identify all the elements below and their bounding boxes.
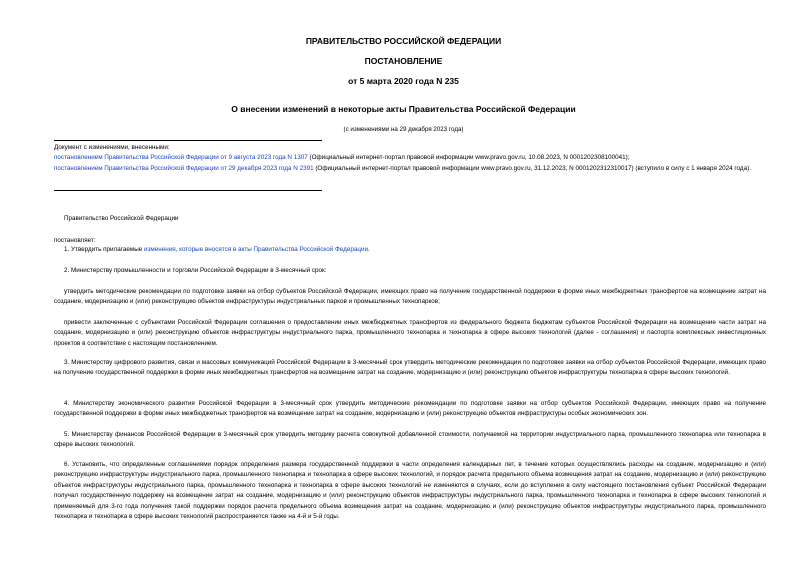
paragraph-3: 3. Министерству цифрового развития, связи и массовых коммуникаций Российской Федерации в 3-месячный срок утвердить методические рекомендации по подготовке заявки на отбор субъектов Российской Федерации, имеющих право на получение государственной поддержки в форме иных межбюджетных трансфертов на возмещение затрат на создание, модернизацию и (или) реконструкцию объектов инфраструктуры технопарка в сфере высоких технологий. <box>54 359 766 377</box>
paragraph-1-text: 1. Утвердить прилагаемые <box>64 246 144 253</box>
paragraph-1-end: . <box>367 246 370 253</box>
paragraph-5: 5. Министерству финансов Российской Федерации в 3-месячный срок утвердить методику расчета совокупной добавленной стоимости, получаемой на территории индустриального парка, промышленного технопарка или технопарка в сфере высоких технологий. <box>54 431 766 449</box>
paragraph-2: 2. Министерству промышленности и торговли Российской Федерации в 3-месячный срок: <box>64 267 327 274</box>
paragraph-1 <box>64 245 764 255</box>
revision-note: (с изменениями на 29 декабря 2023 года) <box>343 126 464 133</box>
decrees-word: постановляет: <box>54 237 96 244</box>
changes-block <box>54 143 766 174</box>
document-date-number: от 5 марта 2020 года N 235 <box>348 76 459 86</box>
paragraph-6: 6. Установить, что определенные соглашениями порядок определения размера государственной поддержки в части определения календарных лет, в течение которых осуществлялись расходы на создание, модернизацию и (или) реконструкцию инфраструктуры индустриального парка, промышленного технопарка и технопарка в сфере высоких технологий, и порядок расчета предельного объема возмещения затрат на создание, модернизацию и (или) реконструкцию объектов инфраструктуры индустриального парка, промышленного технопарка и технопарка в сфере высоких технологий не изменяются в случаях, если до вступления в силу настоящего постановления субъект Российской Федерации получал государственную поддержку на возмещение затрат на создание, модернизацию и (или) реконструкцию объектов инфраструктуры индустриального парка, промышленного технопарка и технопарка в сфере высоких технологий и применяемый для 3-го года получения такой поддержки порядок расчета предельного объема возмещения затрат на создание, модернизацию и (или) реконструкцию объектов инфраструктуры индустриального парка, промышленного технопарка и технопарка в сфере высоких технологий распространяется также на 4-й и 5-й годы. <box>54 461 766 521</box>
government-heading: ПРАВИТЕЛЬСТВО РОССИЙСКОЙ ФЕДЕРАЦИИ <box>305 36 502 46</box>
paragraph-2a: утвердить методические рекомендации по подготовке заявки на отбор субъектов Российской Федерации, имеющих право на получение государственной поддержки в форме иных межбюджетных трансфертов на возмещение затрат на создание, модернизацию и (или) реконструкцию объектов инфраструктуры индустриальных парков и промышленных технопарков; <box>54 288 766 306</box>
paragraph-4: 4. Министерству экономического развития Российской Федерации в 3-месячный срок утвердить методические рекомендации по подготовке заявки на отбор субъектов Российской Федерации, имеющих право на получение государственной поддержки в форме иных межбюджетных трансфертов на возмещение затрат на создание, модернизацию и (или) реконструкцию объектов инфраструктуры особых экономических зон. <box>54 400 766 418</box>
change-link-2391[interactable]: постановлением Правительства Российской Федерации от 29 декабря 2023 года N 2391 <box>54 164 314 172</box>
change-item <box>54 153 766 163</box>
paragraph-2b: привести заключенные с субъектами Российской Федерации соглашения о предоставлении иных межбюджетных трансфертов из федерального бюджета бюджетам субъектов Российской Федерации на возмещение части затрат на создание, модернизацию и (или) реконструкцию объектов инфраструктуры индустриального парка, промышленного технопарка и технопарка в сфере высоких технологий (далее - соглашения) и паспорта комплексных инвестиционных проектов в соответствие с настоящим постановлением. <box>54 319 766 347</box>
bottom-divider <box>54 190 322 191</box>
change-source: (Официальный интернет-портал правовой информации www.pravo.gov.ru, 31.12.2023, N 0001202312310017) (вступило в силу с 1 января 2024 года). <box>313 164 751 172</box>
amendments-link[interactable]: изменения, которые вносятся в акты Правительства Российской Федерации <box>144 246 368 253</box>
change-item <box>54 164 766 174</box>
top-divider <box>54 140 322 141</box>
change-link-1307[interactable]: постановлением Правительства Российской Федерации от 9 августа 2023 года N 1307 <box>54 154 308 162</box>
document-type: ПОСТАНОВЛЕНИЕ <box>364 56 443 66</box>
change-source: (Официальный интернет-портал правовой информации www.pravo.gov.ru, 10.08.2023, N 0001202308100041); <box>307 154 630 162</box>
changes-intro: Документ с изменениями, внесенными: <box>54 144 170 151</box>
issuer: Правительство Российской Федерации <box>64 215 179 222</box>
document-title: О внесении изменений в некоторые акты Правительства Российской Федерации <box>231 104 576 114</box>
